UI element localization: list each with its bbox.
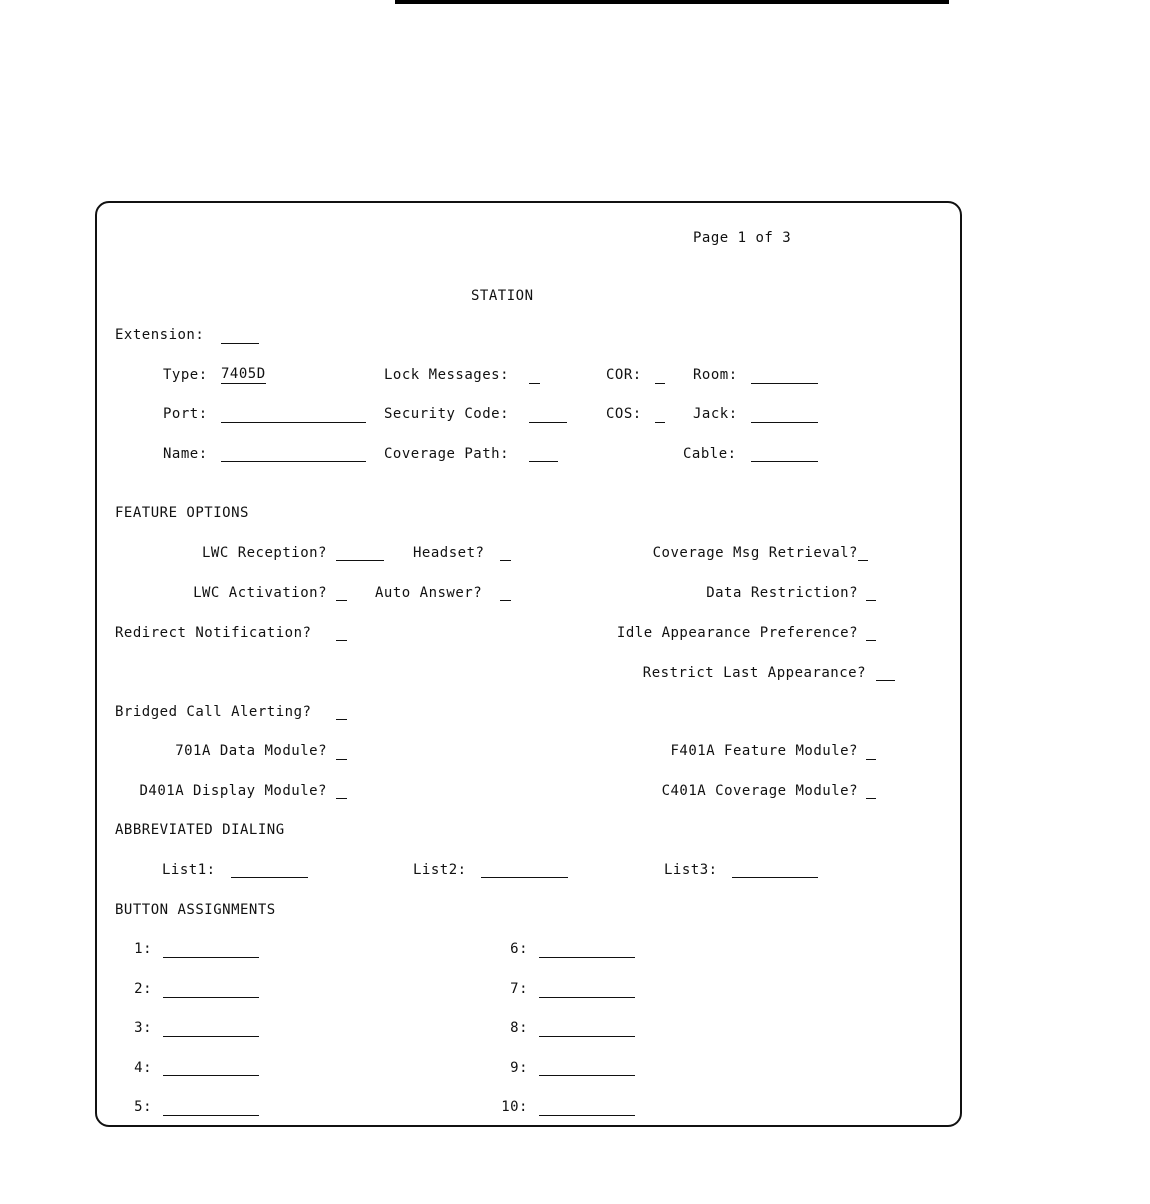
cor-label: COR:: [606, 367, 642, 383]
list3-field[interactable]: [732, 877, 818, 878]
lock-messages-field[interactable]: [529, 383, 540, 384]
top-rule: [395, 0, 949, 4]
lwc-reception-label: LWC Reception?: [201, 545, 327, 561]
restrict-last-appearance-field[interactable]: [876, 680, 895, 681]
button-label: 2:: [134, 981, 152, 997]
feature-options-heading: FEATURE OPTIONS: [115, 505, 249, 521]
button-field-9[interactable]: [539, 1075, 635, 1076]
security-code-label: Security Code:: [384, 406, 510, 422]
button-field-10[interactable]: [539, 1115, 635, 1116]
bridged-call-alerting-label: Bridged Call Alerting?: [115, 704, 312, 720]
data-module-701a-label: 701A Data Module?: [175, 743, 327, 759]
button-field-2[interactable]: [163, 997, 259, 998]
cable-field[interactable]: [751, 461, 818, 462]
button-label: 4:: [134, 1060, 152, 1076]
button-field-1[interactable]: [163, 957, 259, 958]
idle-appearance-preference-field[interactable]: [866, 640, 876, 641]
cable-label: Cable:: [683, 446, 737, 462]
button-label: 5:: [134, 1099, 152, 1115]
list1-label: List1:: [162, 862, 216, 878]
display-module-d401a-field[interactable]: [336, 798, 347, 799]
cor-field[interactable]: [655, 383, 665, 384]
form-title: STATION: [471, 288, 534, 304]
auto-answer-label: Auto Answer?: [375, 585, 483, 601]
button-field-6[interactable]: [539, 957, 635, 958]
button-label: 7:: [510, 981, 528, 997]
button-label: 1:: [134, 941, 152, 957]
button-assignments-heading: BUTTON ASSIGNMENTS: [115, 902, 276, 918]
extension-field[interactable]: [221, 343, 259, 344]
coverage-msg-retrieval-label: Coverage Msg Retrieval?: [652, 545, 858, 561]
name-field[interactable]: [221, 461, 366, 462]
idle-appearance-preference-label: Idle Appearance Preference?: [616, 625, 858, 641]
button-label: 8:: [510, 1020, 528, 1036]
security-code-field[interactable]: [529, 422, 567, 423]
lwc-activation-field[interactable]: [336, 600, 347, 601]
redirect-notification-label: Redirect Notification?: [115, 625, 312, 641]
button-label: 6:: [510, 941, 528, 957]
extension-label: Extension:: [115, 327, 205, 343]
name-label: Name:: [163, 446, 208, 462]
feature-module-f401a-field[interactable]: [866, 759, 876, 760]
button-label: 9:: [510, 1060, 528, 1076]
button-field-4[interactable]: [163, 1075, 259, 1076]
coverage-path-label: Coverage Path:: [384, 446, 510, 462]
form-frame: [95, 201, 962, 1127]
display-module-d401a-label: D401A Display Module?: [139, 783, 327, 799]
list1-field[interactable]: [231, 877, 308, 878]
cos-field[interactable]: [655, 422, 665, 423]
button-field-5[interactable]: [163, 1115, 259, 1116]
data-module-701a-field[interactable]: [336, 759, 347, 760]
coverage-module-c401a-field[interactable]: [866, 798, 876, 799]
port-field[interactable]: [221, 422, 366, 423]
data-restriction-field[interactable]: [866, 600, 876, 601]
room-label: Room:: [693, 367, 738, 383]
page-indicator: Page 1 of 3: [693, 230, 792, 246]
list2-label: List2:: [413, 862, 467, 878]
jack-label: Jack:: [693, 406, 738, 422]
list2-field[interactable]: [481, 877, 568, 878]
coverage-msg-retrieval-field[interactable]: [858, 560, 868, 561]
lwc-activation-label: LWC Activation?: [193, 585, 327, 601]
cos-label: COS:: [606, 406, 642, 422]
headset-field[interactable]: [500, 560, 511, 561]
port-label: Port:: [163, 406, 208, 422]
lwc-reception-field[interactable]: [336, 560, 384, 561]
button-field-8[interactable]: [539, 1036, 635, 1037]
bridged-call-alerting-field[interactable]: [336, 719, 347, 720]
button-field-3[interactable]: [163, 1036, 259, 1037]
type-field[interactable]: 7405D: [221, 366, 266, 382]
lock-messages-label: Lock Messages:: [384, 367, 510, 383]
restrict-last-appearance-label: Restrict Last Appearance?: [642, 665, 866, 681]
abbreviated-dialing-heading: ABBREVIATED DIALING: [115, 822, 285, 838]
redirect-notification-field[interactable]: [336, 640, 347, 641]
coverage-module-c401a-label: C401A Coverage Module?: [661, 783, 858, 799]
type-label: Type:: [163, 367, 208, 383]
feature-module-f401a-label: F401A Feature Module?: [670, 743, 858, 759]
auto-answer-field[interactable]: [500, 600, 511, 601]
button-field-7[interactable]: [539, 997, 635, 998]
data-restriction-label: Data Restriction?: [706, 585, 858, 601]
button-label: 3:: [134, 1020, 152, 1036]
headset-label: Headset?: [413, 545, 485, 561]
list3-label: List3:: [664, 862, 718, 878]
room-field[interactable]: [751, 383, 818, 384]
coverage-path-field[interactable]: [529, 461, 558, 462]
jack-field[interactable]: [751, 422, 818, 423]
button-label: 10:: [501, 1099, 528, 1115]
